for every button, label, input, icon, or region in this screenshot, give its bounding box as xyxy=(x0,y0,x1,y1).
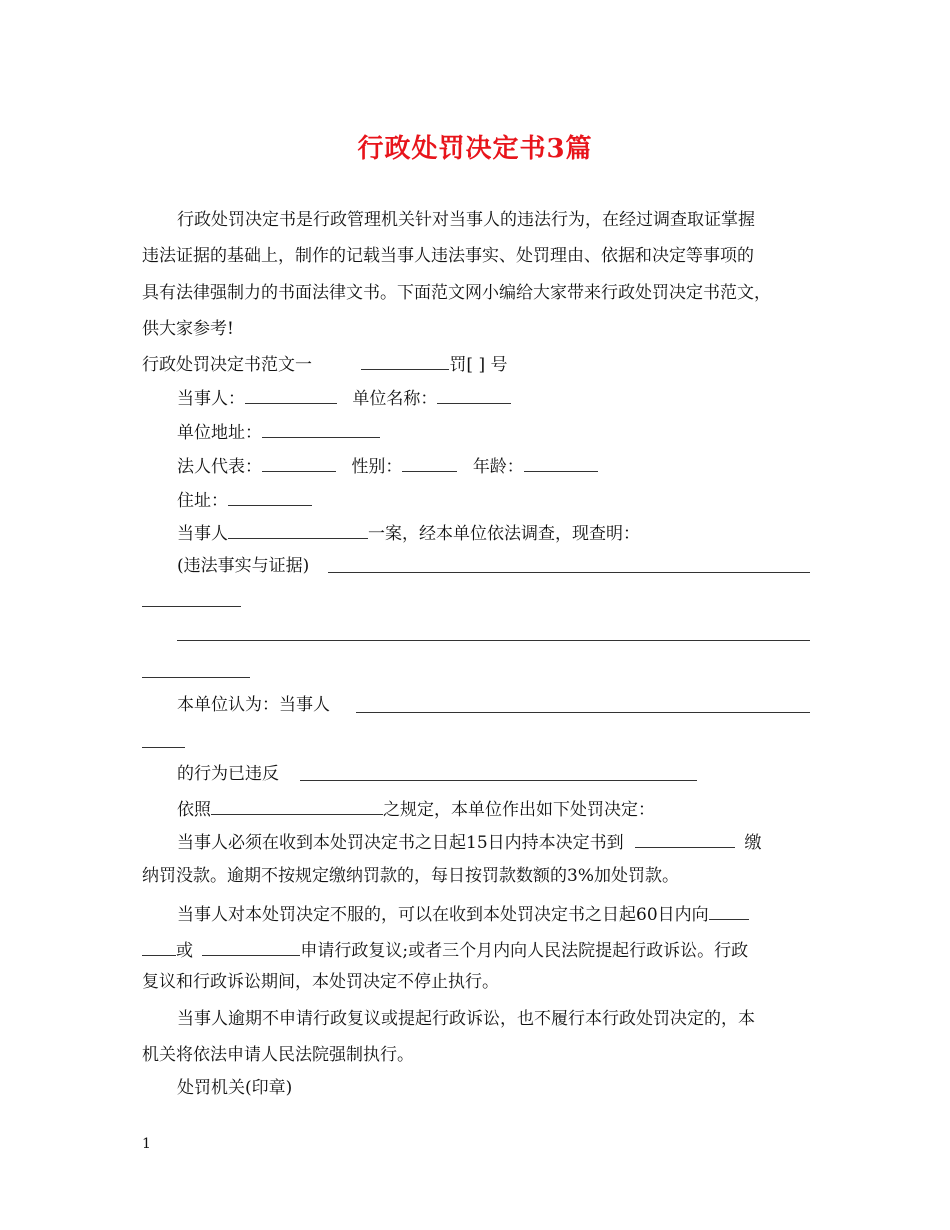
basis-prefix: 依照 xyxy=(177,800,211,820)
opinion-row xyxy=(177,695,330,715)
review-line2-suffix: 申请行政复议;或者三个月内向人民法院提起行政诉讼。行政 xyxy=(300,941,749,961)
facts-blank-1[interactable] xyxy=(328,572,810,573)
case-row xyxy=(177,522,640,544)
violation-row xyxy=(177,764,279,784)
gender-blank[interactable] xyxy=(402,455,457,472)
party-row xyxy=(177,387,511,409)
opinion-blank-2[interactable] xyxy=(142,747,185,748)
unit-address-blank[interactable] xyxy=(262,421,380,438)
intro-line-2: 违法证据的基础上，制作的记载当事人违法事实、处罚理由、依据和决定等事项的 xyxy=(142,246,754,266)
payment-place-blank[interactable] xyxy=(635,831,735,848)
payment-line1-prefix: 当事人必须在收到本处罚决定书之日起15日内持本决定书到 xyxy=(177,833,624,853)
case-prefix: 当事人 xyxy=(177,524,228,544)
unit-name-label: 单位名称： xyxy=(352,389,438,409)
review-line1: 当事人对本处罚决定不服的，可以在收到本处罚决定书之日起60日内向 xyxy=(177,905,709,925)
authority-label: 处罚机关(印章) xyxy=(177,1078,293,1098)
intro-line-3: 具有法律强制力的书面法律文书。下面范文网小编给大家带来行政处罚决定书范文， xyxy=(142,283,771,303)
case-suffix: 一案，经本单位依法调查，现查明： xyxy=(368,524,640,544)
address-label: 住址： xyxy=(177,491,228,511)
enforce-row-2: 机关将依法申请人民法院强制执行。 xyxy=(142,1045,414,1065)
review-blank-1[interactable] xyxy=(709,903,749,920)
facts-row xyxy=(177,556,309,576)
intro-line-4: 供大家参考! xyxy=(142,319,234,339)
legal-rep-blank[interactable] xyxy=(262,455,336,472)
sample-heading-row xyxy=(142,353,507,375)
review-blank-1-cont[interactable] xyxy=(142,939,176,956)
opinion-label: 本单位认为：当事人 xyxy=(177,695,330,715)
opinion-blank-1[interactable] xyxy=(356,712,810,713)
doc-number-blank[interactable] xyxy=(361,353,449,370)
unit-name-blank[interactable] xyxy=(437,387,511,404)
unit-address-row xyxy=(177,421,380,443)
document-title: 行政处罚决定书3篇 xyxy=(357,134,593,164)
unit-address-label: 单位地址： xyxy=(177,423,262,443)
violation-blank[interactable] xyxy=(300,780,697,781)
party-blank[interactable] xyxy=(245,387,337,404)
facts-blank-3[interactable] xyxy=(177,640,810,641)
doc-number-suffix: 罚[ ] 号 xyxy=(449,355,508,375)
enforce-row-1: 当事人逾期不申请行政复议或提起行政诉讼，也不履行本行政处罚决定的，本 xyxy=(177,1009,755,1029)
violation-label: 的行为已违反 xyxy=(177,764,279,784)
case-blank[interactable] xyxy=(228,522,368,539)
payment-line1-suffix: 缴 xyxy=(744,833,762,853)
review-row-3: 复议和行政诉讼期间，本处罚决定不停止执行。 xyxy=(142,972,499,992)
age-label: 年龄： xyxy=(472,457,524,477)
facts-blank-2[interactable] xyxy=(142,606,241,607)
legal-rep-row xyxy=(177,455,598,477)
review-row-1 xyxy=(177,903,749,925)
sample-heading: 行政处罚决定书范文一 xyxy=(142,355,312,375)
review-blank-2[interactable] xyxy=(202,939,300,956)
payment-row-2: 纳罚没款。逾期不按规定缴纳罚款的，每日按罚款数额的3%加处罚款。 xyxy=(142,866,679,886)
intro-line-1: 行政处罚决定书是行政管理机关针对当事人的违法行为，在经过调查取证掌握 xyxy=(177,210,755,230)
review-or: 或 xyxy=(176,941,193,961)
basis-suffix: 之规定，本单位作出如下处罚决定： xyxy=(383,800,655,820)
basis-row xyxy=(177,798,655,820)
facts-blank-4[interactable] xyxy=(142,677,250,678)
facts-label: (违法事实与证据) xyxy=(177,556,310,576)
address-row xyxy=(177,489,312,511)
basis-blank[interactable] xyxy=(211,798,383,815)
page-number: 1 xyxy=(142,1136,151,1152)
address-blank[interactable] xyxy=(228,489,312,506)
legal-rep-label: 法人代表： xyxy=(177,457,262,477)
payment-row-1 xyxy=(177,831,761,853)
gender-label: 性别： xyxy=(351,457,403,477)
party-label: 当事人： xyxy=(177,389,245,409)
age-blank[interactable] xyxy=(524,455,598,472)
review-row-2 xyxy=(142,939,748,961)
